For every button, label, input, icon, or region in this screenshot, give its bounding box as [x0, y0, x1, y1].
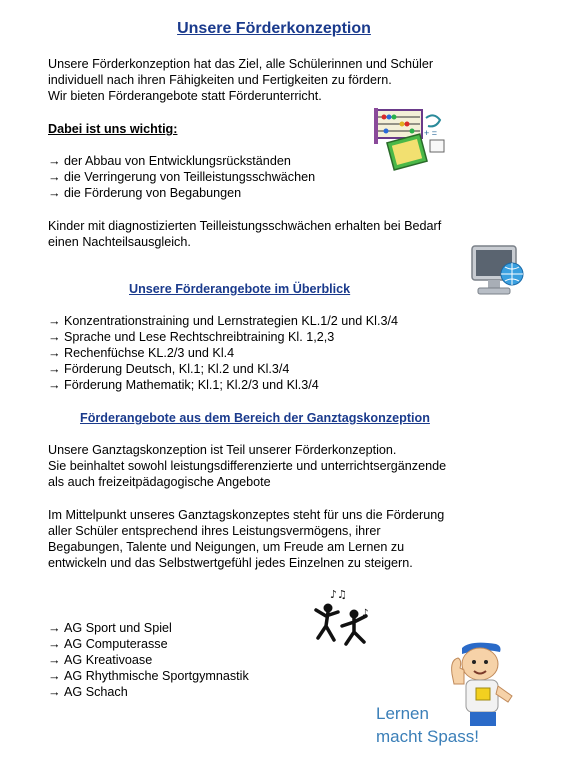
arrow-icon: →	[48, 653, 61, 667]
offers-list	[48, 313, 398, 393]
arrow-icon: →	[48, 378, 61, 392]
list-item: → Konzentrationstraining und Lernstrategien KL.1/2 und Kl.3/4	[48, 314, 398, 328]
mascot-text-line1: Lernen	[376, 704, 429, 723]
arrow-icon: →	[48, 170, 61, 184]
list-item: → die Verringerung von Teilleistungsschwächen	[48, 170, 316, 184]
page-title: Unsere Förderkonzeption	[177, 20, 371, 37]
arrow-icon: →	[48, 362, 61, 376]
mascot-text-line2: macht Spass!	[376, 727, 479, 746]
list-item: → die Förderung von Begabungen	[48, 186, 242, 200]
arrow-icon: →	[48, 186, 61, 200]
svg-text:♪: ♪	[362, 608, 369, 619]
list-item: → AG Kreativoase	[48, 653, 153, 667]
arrow-icon: →	[48, 346, 61, 360]
list-item: → AG Sport und Spiel	[48, 621, 172, 635]
list-item: → Rechenfüchse KL.2/3 und Kl.4	[48, 346, 235, 360]
thumbs-up-mascot-icon	[446, 640, 528, 732]
intro-line: Wir bieten Förderangebote statt Förderunterricht.	[48, 89, 322, 103]
arrow-icon: →	[48, 154, 61, 168]
computer-monitor-icon	[470, 244, 526, 300]
list-item: → Förderung Deutsch, Kl.1; Kl.2 und Kl.3/4	[48, 362, 290, 376]
arrow-icon: →	[48, 669, 61, 683]
svg-text:+ =: + =	[424, 128, 438, 138]
arrow-icon: →	[48, 637, 61, 651]
ganztag-heading: Förderangebote aus dem Bereich der Ganztagskonzeption	[80, 411, 430, 425]
list-item: → AG Rhythmische Sportgymnastik	[48, 669, 249, 683]
list-item: → AG Schach	[48, 685, 128, 699]
svg-text:♪♫: ♪♫	[330, 588, 347, 601]
ganztag-paragraph-1: Unsere Ganztagskonzeption ist Teil unserer Förderkonzeption. Sie beinhaltet sowohl leistungsdifferenzierte und unterrichtsergänzende als auch freizeitpädagogische Angebote	[48, 443, 447, 489]
ag-list	[48, 620, 249, 700]
offers-heading: Unsere Förderangebote im Überblick	[129, 282, 351, 296]
intro-paragraph	[48, 56, 433, 104]
important-heading: Dabei ist uns wichtig:	[48, 122, 178, 136]
abacus-clipart-icon	[372, 104, 450, 174]
arrow-icon: →	[48, 621, 61, 635]
list-item: → Sprache und Lese Rechtschreibtraining Kl. 1,2,3	[48, 330, 335, 344]
nachteil-paragraph: Kinder mit diagnostizierten Teilleistungsschwächen erhalten bei Bedarf einen Nachteilsausgleich.	[48, 219, 442, 249]
intro-line: Unsere Förderkonzeption hat das Ziel, alle Schülerinnen und Schüler	[48, 57, 434, 71]
intro-line: individuell nach ihren Fähigkeiten und Fertigkeiten zu fördern.	[48, 73, 392, 87]
ganztag-paragraph-2: Im Mittelpunkt unseres Ganztagskonzeptes steht für uns die Förderung aller Schüler entsprechend ihres Leistungsvermögens, ihrer Begabungen, Talente und Neigungen, um Freude am Lernen zu entwickeln und das Selbstwertgefühl jedes Einzelnen zu steigern.	[48, 508, 445, 570]
dancing-figures-icon	[310, 586, 382, 650]
list-item: → Förderung Mathematik; Kl.1; Kl.2/3 und Kl.3/4	[48, 378, 319, 392]
arrow-icon: →	[48, 314, 61, 328]
list-item: → AG Computerasse	[48, 637, 168, 651]
arrow-icon: →	[48, 330, 61, 344]
important-list	[48, 153, 315, 201]
arrow-icon: →	[48, 685, 61, 699]
list-item: → der Abbau von Entwicklungsrückständen	[48, 154, 291, 168]
